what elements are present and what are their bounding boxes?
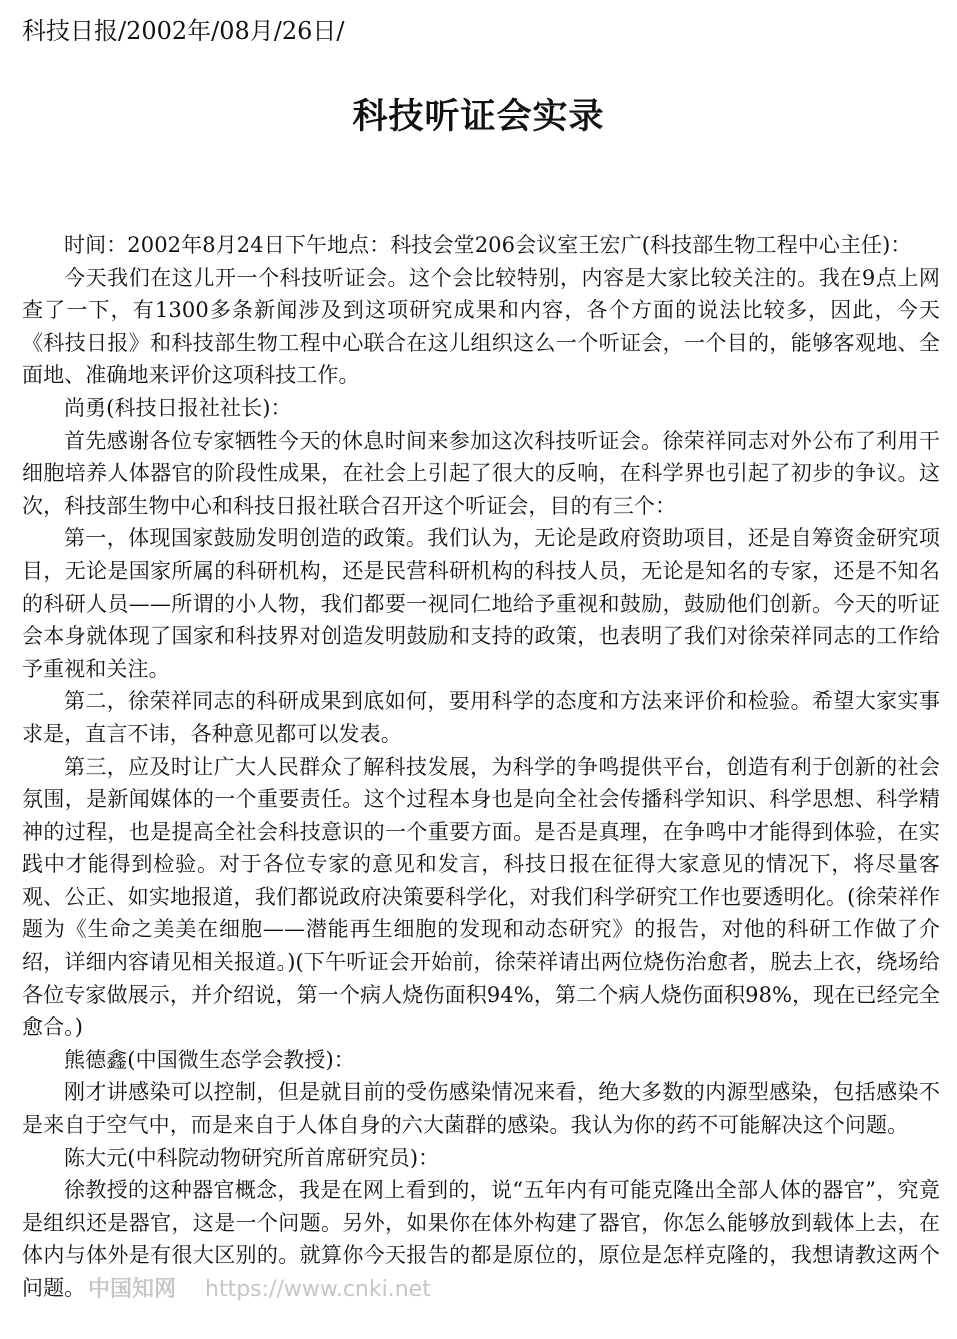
speaker-chen-dayuan: 陈大元(中科院动物研究所首席研究员)： <box>64 1145 440 1170</box>
watermark-url: https://www.cnki.net <box>205 1277 431 1302</box>
watermark-logo: 中国知网 <box>88 1277 177 1302</box>
article-body <box>22 229 940 1305</box>
paragraph-third-purpose: 第三，应及时让广大人民群众了解科技发展，为科学的争鸣提供平台，创造有利于创新的社会氛围，是新闻媒体的一个重要责任。这个过程本身也是向全社会传播科学知识、科学思想、科学精神的过程，也是提高全社会科技意识的一个重要方面。是否是真理，在争鸣中才能得到体验，在实践中才能得到检验。对于各位专家的意见和发言，科技日报在征得大家意见的情况下，将尽量客观、公正、如实地报道，我们都说政府决策要科学化，对我们科学研究工作也要透明化。(徐荣祥作题为《生命之美美在细胞——潜能再生细胞的发现和动态研究》的报告，对他的科研工作做了介绍，详细内容请见相关报道。)(下午听证会开始前，徐荣祥请出两位烧伤治愈者，脱去上衣，绕场给各位专家做展示，并介绍说，第一个病人烧伤面积94%，第二个病人烧伤面积98%，现在已经完全愈合。) <box>22 754 940 1040</box>
paragraph-thanks: 首先感谢各位专家牺牲今天的休息时间来参加这次科技听证会。徐荣祥同志对外公布了利用干细胞培养人体器官的阶段性成果，在社会上引起了很大的反响，在科学界也引起了初步的争议。这次，科技部生物中心和科技日报社联合召开这个听证会，目的有三个： <box>22 428 940 518</box>
speaker-xiong-dexin: 熊德鑫(中国微生态学会教授)： <box>64 1047 355 1072</box>
article-title: 科技听证会实录 <box>352 96 605 137</box>
paragraph-organ-question: 徐教授的这种器官概念，我是在网上看到的，说“五年内有可能克隆出全部人体的器官”，究竟是组织还是器官，这是一个问题。另外，如果你在体外构建了器官，你怎么能够放到载体上去，在体内与体外是有很大区别的。就算你今天报告的都是原位的，原位是怎样克隆的，我想请教这两个问题。 <box>22 1178 940 1300</box>
cnki-watermark <box>88 1275 431 1305</box>
speaker-shang-yong: 尚勇(科技日报社社长)： <box>64 395 292 420</box>
paragraph-second-purpose: 第二，徐荣祥同志的科研成果到底如何，要用科学的态度和方法来评价和检验。希望大家实事求是，直言不讳，各种意见都可以发表。 <box>22 689 940 746</box>
source-line: 科技日报/2002年/08月/26日/ <box>22 17 345 45</box>
paragraph-opening-remarks: 今天我们在这儿开一个科技听证会。这个会比较特别，内容是大家比较关注的。我在9点上网查了一下，有1300多条新闻涉及到这项研究成果和内容，各个方面的说法比较多，因此，今天《科技日报》和科技部生物工程中心联合在这儿组织这么一个听证会，一个目的，能够客观地、全面地、准确地来评价这项科技工作。 <box>22 265 940 388</box>
paragraph-infection: 刚才讲感染可以控制，但是就目前的受伤感染情况来看，绝大多数的内源型感染，包括感染不是来自于空气中，而是来自于人体自身的六大菌群的感染。我认为你的药不可能解决这个问题。 <box>22 1080 940 1138</box>
paragraph-first-purpose: 第一，体现国家鼓励发明创造的政策。我们认为，无论是政府资助项目，还是自筹资金研究项目，无论是国家所属的科研机构，还是民营科研机构的科技人员，无论是知名的专家，还是不知名的科研人员——所谓的小人物，我们都要一视同仁地给予重视和鼓励，鼓励他们创新。今天的听证会本身就体现了国家和科技界对创造发明鼓励和支持的政策，也表明了我们对徐荣祥同志的工作给予重视和关注。 <box>22 526 940 681</box>
paragraph-time-place: 时间：2002年8月24日下午地点：科技会堂206会议室王宏广(科技部生物工程中心主任)： <box>64 233 912 257</box>
